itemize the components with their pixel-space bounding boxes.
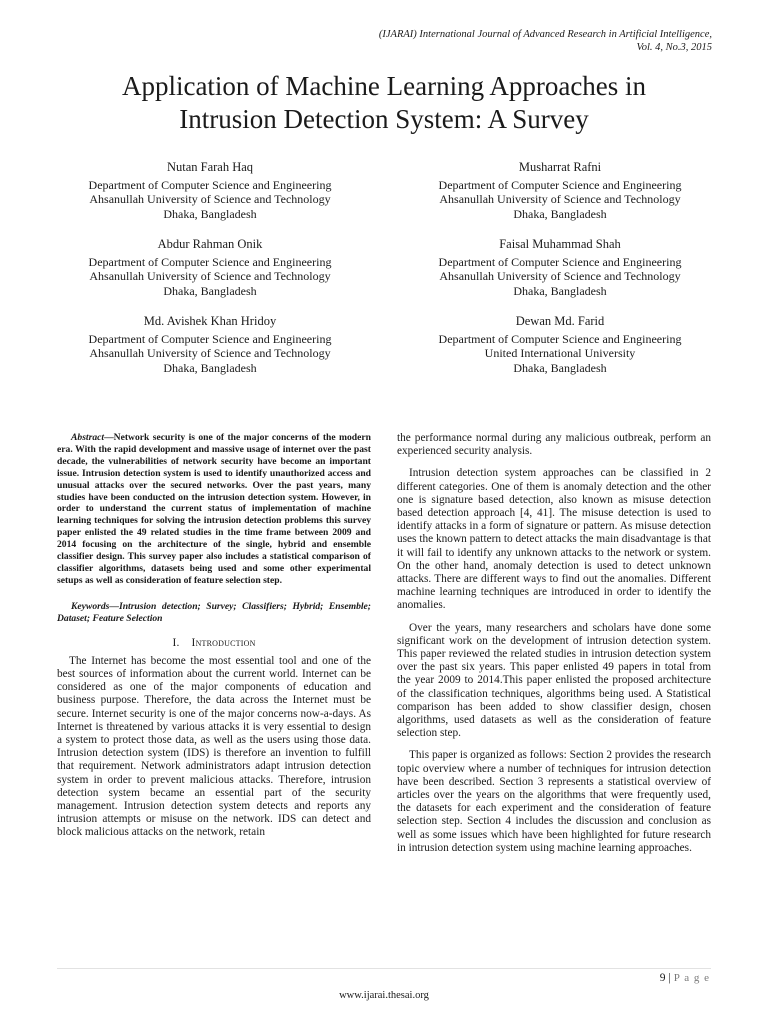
author-name: Abdur Rahman Onik [157, 237, 263, 251]
abstract-text: —Network security is one of the major concerns of the modern era. With the rapid development and massive usage of internet over the past decade, the vulnerabilities of network security have become an important issue. Intrusion detection system is used to identify unauthorized access and unusual attacks over the secured networks. Over the past years, many studies have been conducted on the intrusion detection system. However, in order to understand the current status of implementation of machine learning techniques for solving the intrusion detection problems this survey paper enlisted the 49 related studies in the time frame between 2009 and 2014 focusing on the architecture of the single, hybrid and ensemble classifier design. This survey paper also includes a statistical comparison of classifier algorithms, datasets being used and some other experimental setups as well as consideration of feature selection step. [57, 432, 371, 586]
abstract [57, 432, 371, 587]
page-word: P a g e [673, 972, 710, 984]
paper-title [60, 70, 708, 136]
journal-url: www.ijarai.thesai.org [339, 990, 429, 1001]
author-6 [390, 314, 730, 375]
intro-paragraph-4: This paper is organized as follows: Section 2 provides the research topic overview where a number of techniques for intrusion detection have been described. Section 3 represents a statistical overview of articles over the years on the algorithms that were frequently used, the datasets for each experiment and the consideration of feature selection step. Section 4 includes the discussion and conclusion as well as some issues which have been highlighted for future research in intrusion detection system using machine learning approaches. [397, 749, 711, 854]
keywords: Keywords—Intrusion detection; Survey; Classifiers; Hybrid; Ensemble; Dataset; Feature Selection [57, 600, 371, 624]
author-department: Department of Computer Science and Engineering [438, 254, 682, 269]
author-block [40, 160, 730, 375]
page-number [660, 972, 710, 984]
title-line-1: Application of Machine Learning Approaches in [121, 71, 647, 101]
author-name: Dewan Md. Farid [515, 314, 605, 328]
author-4 [390, 237, 730, 298]
intro-paragraph-2: Intrusion detection system approaches can be classified in 2 different categories. One of them is anomaly detection and the other one is signature based detection, also known as misuse detection based detection approach [4, 41]. The misuse detection is used to identify attacks in a form of signature or pattern. As misuse detection uses the known pattern to detect attacks the main disadvantage is that it will fail to identify any unknown attacks to the network or system. On the other hand, anomaly detection is used to detect unknown attacks. There are different ways to find out the anomalies. Different machine learning techniques are introduced in order to identify the anomalies. [397, 467, 711, 612]
intro-paragraph-3: Over the years, many researchers and scholars have done some significant work on the development of intrusion detection system. This paper reviewed the related studies in intrusion detection system over the past six years. This paper enlisted 49 papers in total from the year 2009 to 2014.This paper enlisted the proposed architecture of the classification techniques, algorithms being used. A Statistical comparison has been added to show classifier design, chosen algorithms, used datasets as well as the consideration of feature selection step. [397, 621, 711, 740]
author-5 [40, 314, 380, 375]
author-department: Department of Computer Science and Engineering [88, 254, 332, 269]
abstract-label: Abstract [71, 432, 105, 443]
left-column [57, 432, 371, 849]
author-name: Musharrat Rafni [518, 160, 602, 174]
author-3 [40, 237, 380, 298]
author-2 [390, 160, 730, 221]
journal-volume: Vol. 4, No.3, 2015 [636, 42, 712, 53]
author-city: Dhaka, Bangladesh [163, 360, 257, 375]
author-city: Dhaka, Bangladesh [513, 283, 607, 298]
author-university: Ahsanullah University of Science and Technology [439, 269, 681, 283]
section-number: I. [172, 636, 180, 649]
author-university: Ahsanullah University of Science and Technology [89, 346, 331, 360]
page-separator: | [668, 972, 672, 984]
intro-paragraph-1: The Internet has become the most essential tool and one of the best sources of information about the current world. Internet can be considered as one of the major components of education and business purpose. Therefore, the data across the Internet must be secure. Internet security is one of the major concerns now-a-days. As Internet is threatened by various attacks it is very essential to design a system to protect those data, as well as the users using those data. Intrusion detection system (IDS) is therefore an invention to fulfill that requirement. Network administrators adapt intrusion detection system in order to prevent malicious attacks. Therefore, intrusion detection system became an essential part of the security management. Intrusion detection system detects and reports any intrusion attempts or misuse on the network. IDS can detect and block malicious attacks on the network, retain [57, 654, 371, 839]
author-university: United International University [484, 346, 636, 360]
page-number-value: 9 [659, 972, 667, 984]
author-university: Ahsanullah University of Science and Technology [439, 192, 681, 206]
author-department: Department of Computer Science and Engineering [88, 177, 332, 192]
footer-divider [57, 968, 711, 969]
author-name: Faisal Muhammad Shah [499, 237, 621, 251]
author-university: Ahsanullah University of Science and Technology [89, 192, 331, 206]
journal-header [252, 28, 712, 54]
journal-name: (IJARAI) International Journal of Advanced Research in Artificial Intelligence, [378, 29, 712, 40]
author-department: Department of Computer Science and Engineering [438, 177, 682, 192]
author-1 [40, 160, 380, 221]
author-university: Ahsanullah University of Science and Technology [89, 269, 331, 283]
intro-paragraph-1-continued: the performance normal during any malicious outbreak, perform an experienced security analysis. [397, 432, 711, 458]
section-heading [57, 637, 371, 650]
author-city: Dhaka, Bangladesh [163, 283, 257, 298]
author-city: Dhaka, Bangladesh [163, 206, 257, 221]
title-line-2: Intrusion Detection System: A Survey [179, 104, 589, 134]
author-department: Department of Computer Science and Engineering [88, 331, 332, 346]
author-city: Dhaka, Bangladesh [513, 360, 607, 375]
author-name: Md. Avishek Khan Hridoy [143, 314, 277, 328]
author-name: Nutan Farah Haq [166, 160, 254, 174]
right-column [397, 432, 711, 864]
author-city: Dhaka, Bangladesh [513, 206, 607, 221]
section-title: Introduction [191, 636, 256, 649]
author-department: Department of Computer Science and Engineering [438, 331, 682, 346]
